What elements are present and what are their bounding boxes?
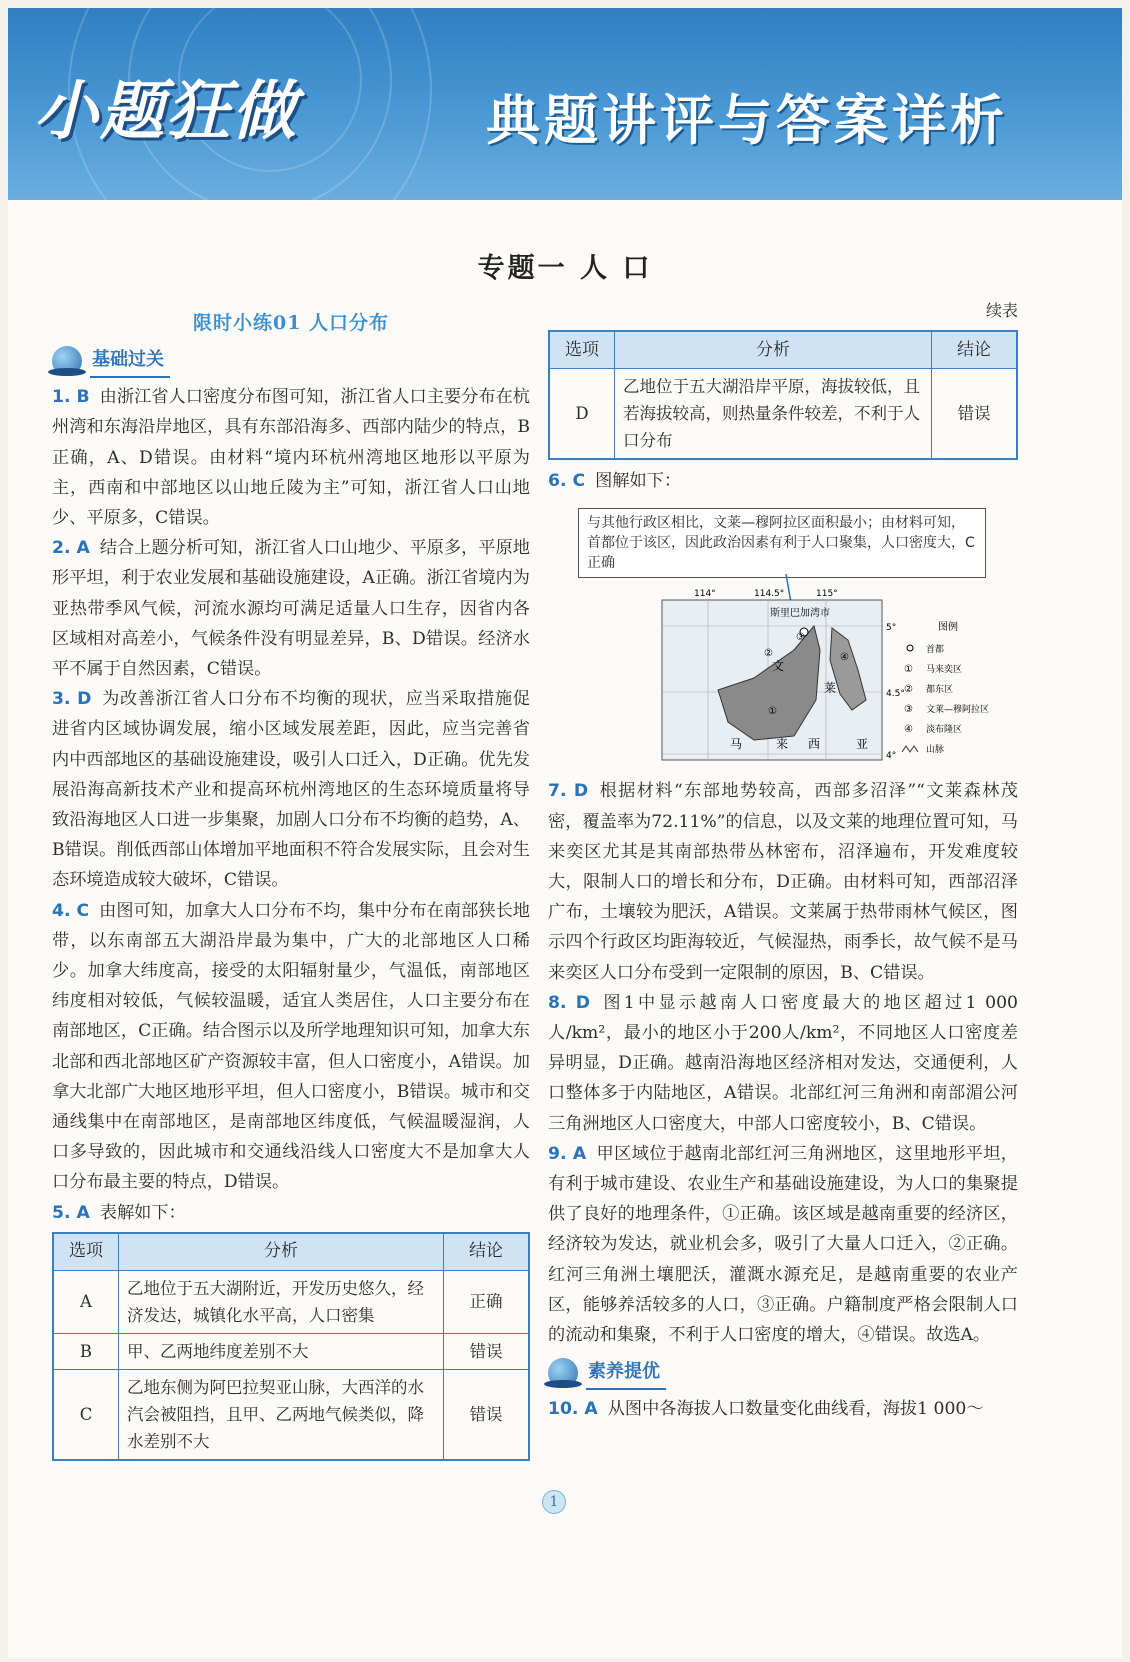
table-header: 选项	[53, 1233, 119, 1271]
lon-label: 114°	[694, 589, 716, 600]
map-marker: ④	[840, 652, 849, 664]
table-header: 结论	[444, 1233, 530, 1271]
chapter-title: 专题一 人 口	[477, 253, 653, 284]
map-text: 来	[776, 737, 789, 752]
legend-marker: ③	[904, 704, 913, 716]
answer-10: 10. A 从图中各海拔人口数量变化曲线看，海拔1 000～	[548, 1399, 984, 1420]
map-marker: ③	[796, 632, 805, 644]
legend-marker: ②	[904, 684, 913, 696]
map-callout: 与其他行政区相比，文莱—穆阿拉区面积最小；由材料可知，首都位于该区，因此政治因素有利于人口聚集，人口密度大，C正确	[578, 508, 986, 578]
answer-8: 8. D 图1中显示越南人口密度最大的地区超过1 000人/km²，最小的地区小于200人/km²，不同地区人口密度差异明显，D正确。越南沿海地区经济相对发达，交通便利，人口整体多于内陆地区，A错误。北部红河三角洲和南部湄公河三角洲地区人口密度大，中部人口密度较小，B、C错误。	[548, 992, 1018, 1134]
map-text: 西	[808, 737, 821, 752]
legend-item: 马来奕区	[926, 665, 963, 676]
answer-2: 2. A 结合上题分析可知，浙江省人口山地少、平原多，平原地形平坦，利于农业发展和基础设施建设，A正确。浙江省境内为亚热带季风气候，河流水源均可满足适量人口生存，因省内各区域相对高差小，气候条件没有明显差异，B、D错误。经济水平不属于自然因素，C错误。	[52, 538, 530, 680]
legend-item: 首都	[926, 645, 945, 656]
map-text: 文	[772, 659, 785, 674]
left-column	[52, 308, 530, 1467]
legend-item: 文莱—穆阿拉区	[926, 705, 990, 716]
answer-1: 1. B 由浙江省人口密度分布图可知，浙江省人口主要分布在杭州湾和东海沿岸地区，具有东部沿海多、西部内陆少的特点，B正确，A、D错误。由材料“境内环杭州湾地区地形以平原为主，西南和中部地区以山地丘陵为主”可知，浙江省人口山地少、平原多，C错误。	[52, 387, 530, 529]
table-continued-label: 续表	[985, 301, 1018, 320]
section-label: 素养提优	[586, 1357, 666, 1390]
answer-4: 4. C 由图可知，加拿大人口分布不均，集中分布在南部狭长地带，以东南部五大湖沿岸最为集中，广大的北部地区人口稀少。加拿大纬度高，接受的太阳辐射量少，气温低，南部地区纬度相对较低，气候较温暖，适宜人类居住，人口主要分布在南部地区，C正确。结合图示以及所学地理知识可知，加拿大东北部和西北部地区矿产资源较丰富，但人口密度小，A错误。加拿大北部广大地区地形平坦，但人口密度小，B错误。城市和交通线集中在南部地区，是南部地区纬度低，气候温暖湿润，人口多导致的，因此城市和交通线沿线人口密度大不是加拿大人口分布最主要的特点，D错误。	[52, 900, 530, 1193]
legend-item: 淡布隆区	[926, 725, 963, 736]
right-column	[548, 296, 1018, 1424]
map-marker: ②	[764, 648, 773, 660]
header-banner	[8, 8, 1122, 200]
brand-logo: 小题狂做	[34, 75, 298, 149]
map-marker: ①	[768, 706, 777, 718]
legend-marker: ④	[904, 724, 913, 736]
answer-5: 5. A 表解如下：	[52, 1202, 186, 1223]
legend-title: 图例	[938, 622, 958, 634]
legend-capital-icon	[907, 645, 913, 651]
section-advanced	[548, 1356, 1018, 1390]
table-q5-continued	[548, 330, 1018, 460]
brunei-map	[558, 500, 1018, 772]
answer-3: 3. D 为改善浙江省人口分布不均衡的现状，应当采取措施促进省内区域协调发展，缩小区域发展差距，因此，应当完善省内中西部地区的基础设施建设，吸引人口迁入，D正确。优先发展沿海高新技术产业和提高环杭州湾地区的生态环境质量将导致沿海地区人口进一步集聚，加剧人口分布不均衡的趋势，A、B错误。削低西部山体增加平地面积不符合发展实际，且会对生态环境造成较大破坏，C错误。	[52, 689, 530, 891]
globe-icon	[548, 1358, 578, 1388]
lat-label: 5°	[886, 623, 897, 634]
lat-label: 4°	[886, 751, 897, 762]
page	[8, 8, 1122, 1658]
table-header: 结论	[932, 331, 1018, 369]
banner-title: 典题讲评与答案详析	[486, 89, 1008, 152]
legend-marker: ①	[904, 664, 913, 676]
brunei-map-figure	[558, 500, 1018, 772]
table-row: D 乙地位于五大湖沿岸平原，海拔较低，且若海拔较高，则热量条件较差，不利于人口分布 错误	[549, 369, 1017, 460]
table-q5	[52, 1232, 530, 1461]
mountain-icon	[902, 746, 918, 752]
section-basic	[52, 344, 530, 378]
lon-label: 115°	[816, 589, 838, 600]
table-row: B 甲、乙两地纬度差别不大 错误	[53, 1333, 529, 1369]
legend-item: 山脉	[926, 745, 945, 756]
map-text: 莱	[824, 681, 837, 696]
table-header: 分析	[119, 1233, 444, 1271]
map-text: 马	[730, 737, 743, 752]
table-row: C 乙地东侧为阿巴拉契亚山脉，大西洋的水汽会被阻挡，且甲、乙两地气候类似，降水差别不大 错误	[53, 1369, 529, 1460]
capital-label: 斯里巴加湾市	[770, 608, 830, 620]
section-label: 基础过关	[90, 345, 170, 378]
practice-title: 限时小练01 人口分布	[192, 312, 390, 334]
table-header: 分析	[615, 331, 932, 369]
globe-icon	[52, 346, 82, 376]
legend-item: 都东区	[926, 685, 954, 696]
answer-7: 7. D 根据材料“东部地势较高，西部多沼泽”“文莱森林茂密，覆盖率为72.11%”的信息，以及文莱的地理位置可知，马来奕区尤其是其南部热带丛林密布，沼泽遍布，开发难度较大，限制人口的增长和分布，D正确。由材料可知，西部沼泽广布，土壤较为肥沃，A错误。文莱属于热带雨林气候区，图示四个行政区均距海较近，气候湿热，雨季长，故气候不是马来奕区人口分布受到一定限制的原因，B、C错误。	[548, 781, 1018, 983]
page-number: 1	[542, 1490, 566, 1514]
answer-9: 9. A 甲区域位于越南北部红河三角洲地区，这里地形平坦，有利于城市建设、农业生产和基础设施建设，为人口的集聚提供了良好的地理条件，①正确。该区域是越南重要的经济区，经济较为发达，就业机会多，吸引了大量人口迁入，②正确。红河三角洲土壤肥沃，灌溉水源充足，是越南重要的农业产区，能够养活较多的人口，③正确。户籍制度严格会限制人口的流动和集聚，不利于人口密度的增大，④错误。故选A。	[548, 1143, 1018, 1346]
table-row: A 乙地位于五大湖附近，开发历史悠久，经济发达，城镇化水平高，人口密集 正确	[53, 1270, 529, 1333]
map-text: 亚	[856, 737, 869, 752]
lat-label: 4.5°	[886, 689, 905, 700]
lon-label: 114.5°	[754, 589, 785, 600]
table-header: 选项	[549, 331, 615, 369]
answer-6: 6. C 图解如下：	[548, 471, 682, 492]
